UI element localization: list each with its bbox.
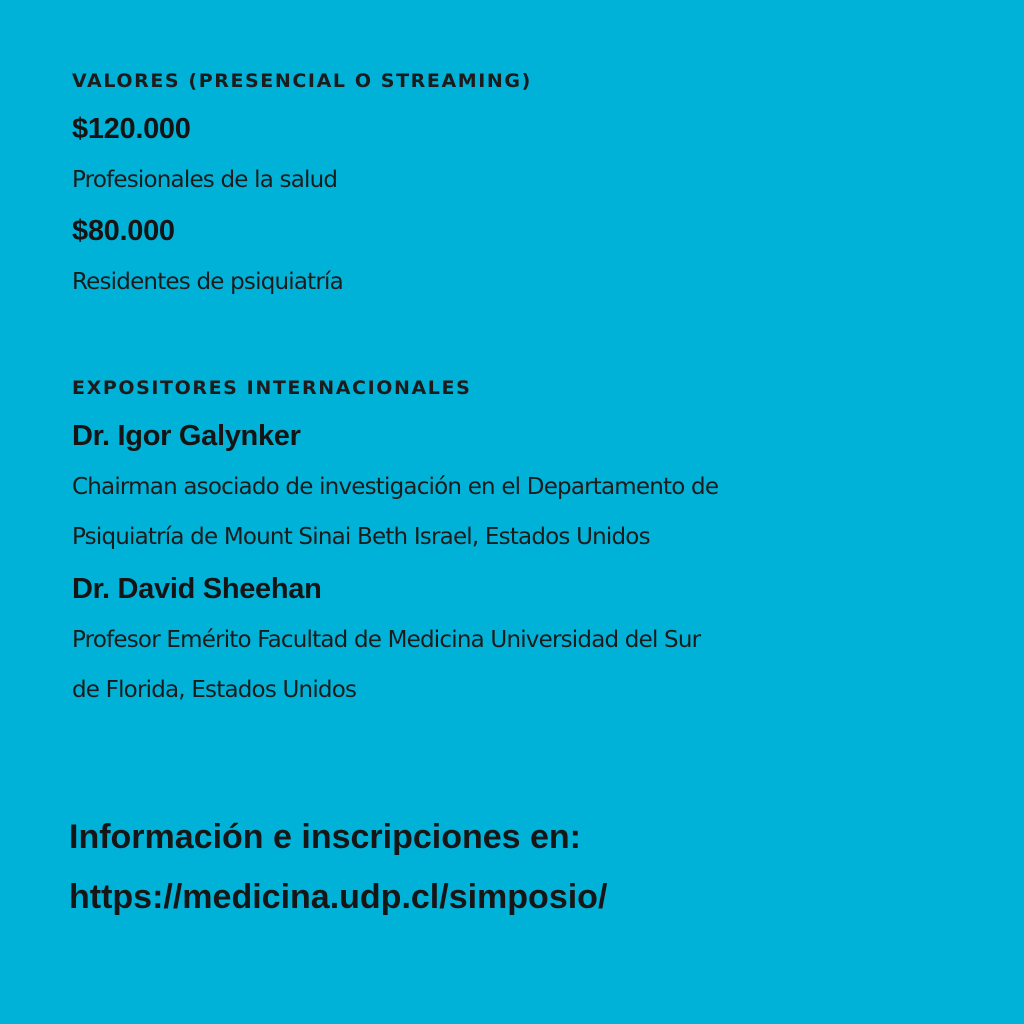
event-info-poster — [69, 0, 972, 1024]
price-professionals-description: Profesionales de la salud — [72, 167, 338, 193]
price-residents-description: Residentes de psiquiatría — [72, 269, 343, 295]
speaker-name-sheehan: Dr. David Sheehan — [72, 573, 322, 605]
price-residents: $80.000 — [72, 215, 175, 247]
registration-url[interactable]: https://medicina.udp.cl/simposio/ — [69, 878, 608, 916]
price-professionals: $120.000 — [72, 113, 191, 145]
speaker-name-galynker: Dr. Igor Galynker — [72, 420, 301, 452]
info-label: Información e inscripciones en: — [69, 818, 582, 856]
speaker-galynker-affiliation-line-2: Psiquiatría de Mount Sinai Beth Israel, Estados Unidos — [72, 524, 650, 550]
speaker-sheehan-affiliation-line-1: Profesor Emérito Facultad de Medicina Universidad del Sur — [72, 627, 701, 653]
valores-heading: VALORES (PRESENCIAL O STREAMING) — [72, 70, 532, 92]
speaker-galynker-affiliation-line-1: Chairman asociado de investigación en el Departamento de — [72, 474, 719, 500]
speaker-sheehan-affiliation-line-2: de Florida, Estados Unidos — [72, 677, 357, 703]
expositores-heading: EXPOSITORES INTERNACIONALES — [72, 377, 472, 399]
